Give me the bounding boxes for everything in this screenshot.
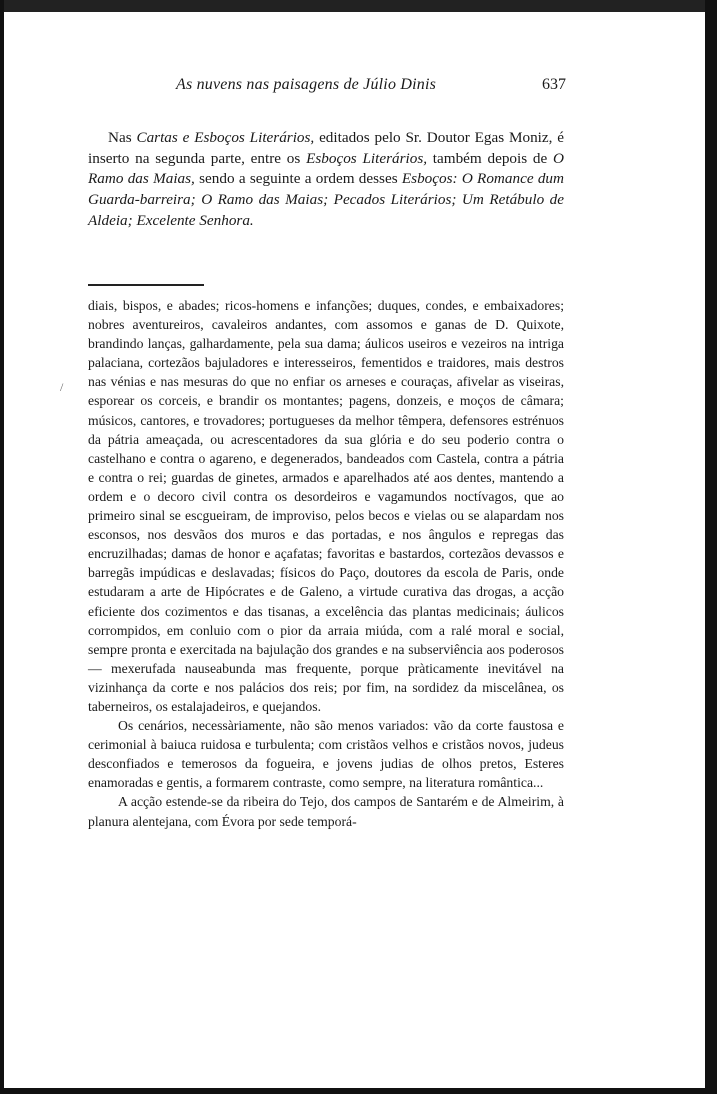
paragraph: A acção estende-se da ribeira do Tejo, dos campos de Santarém e de Almeirim, à planura alentejana, com Évora por sede temporá- — [88, 794, 564, 829]
paragraph: diais, bispos, e abades; ricos-homens e infanções; duques, condes, e embaixadores; nobres aventureiros, cavaleiros andantes, com assomos e ganas de D. Quixote, brandindo lanças, galhardamente, pela sua dama; áulicos useiros e vezeiros na intriga palaciana, cortezãos bajuladores e interesseiros, fementidos e traidores, mais destros nas vénias e nas mesuras do que no enfiar os arneses e couraças, afivelar as viseiras, esporear os corceis, e brandir os montantes; pagens, donzeis, e moços de câmara; músicos, cantores, e trovadores; portugueses da melhor têmpera, defensores estrénuos da pátria ameaçada, ou acrescentadores da sua glória e do seu poderio contra o castelhano e contra o agareno, e degenerados, bandeados com Castela, contra a pátria e contra o rei; guardas de ginetes, armados e aparelhados até aos dentes, mantendo a ordem e o decoro civil contra os desordeiros e vagamundos noctívagos, que ao primeiro sinal se escgueiram, de improviso, pelos becos e vielas ou se alapardam nos esconsos, nos desvãos dos muros e das portadas, e nos ângulos e repregas das encruzilhadas; damas de honor e açafatas; favoritas e bastardos, cortezãos devassos e barregãs impúdicas e deslavadas; físicos do Paço, doutores da escola de Paris, onde estudaram a arte de Hipócrates e de Galeno, a virtude curativa das drogas, a acção eficiente dos cozimentos e das tisanas, a excelência das plantas medicinais; áulicos corrompidos, em conluio com o pior da arraia miúda, com a ralé moral e social, sempre pronta e exercitada na bajulação dos grandes e na subserviência aos poderosos — mexerufada nauseabunda mas frequente, porque pràticamente inevitável na vizinhança da corte e nos palácios dos reis; por fim, na sordidez da miscelânea, os taberneiros, os estalajadeiros, e quejandos. — [88, 298, 564, 714]
running-title: As nuvens nas paisagens de Júlio Dinis — [176, 76, 437, 93]
page-number: 637 — [542, 76, 566, 93]
body-text — [88, 296, 564, 831]
paragraph: Os cenários, necessàriamente, não são menos variados: vão da corte faustosa e cerimonial à baiuca ruidosa e turbulenta; com cristãos velhos e cristãos novos, judeus desconfiados e temerosos da fogueira, e jovens judias de olhos pretos, Esteres enamoradas e gentis, a formarem contraste, como sempre, na literatura romântica... — [88, 718, 564, 791]
scan-border-top — [0, 0, 717, 12]
text-run: sendo a seguinte a ordem desses — [194, 170, 402, 188]
text-run: também depois de — [427, 149, 554, 167]
italic-title-run: O Ramo das Maias, — [88, 149, 564, 188]
margin-mark: / — [60, 380, 64, 394]
italic-title-run: Esboços: O Romance dum Guarda-barreira; O Ramo das Maias; Pecados Literários; Um Retábulo de Aldeia; Excelente Senhora. — [88, 170, 564, 229]
separator-rule — [88, 284, 204, 286]
italic-title-run: Cartas e Esboços Literários, — [136, 129, 315, 146]
scan-border-bottom — [0, 1088, 717, 1094]
text-run: Nas — [108, 129, 137, 146]
scan-border-right — [705, 0, 717, 1094]
scan-border-left — [0, 0, 4, 1094]
text-run: editados pelo Sr. Doutor Egas Moniz, é inserto na segunda parte, entre os — [88, 129, 565, 167]
italic-title-run: Esboços Literários, — [306, 149, 428, 167]
footnote-paragraph — [88, 128, 564, 232]
running-head — [88, 76, 566, 100]
